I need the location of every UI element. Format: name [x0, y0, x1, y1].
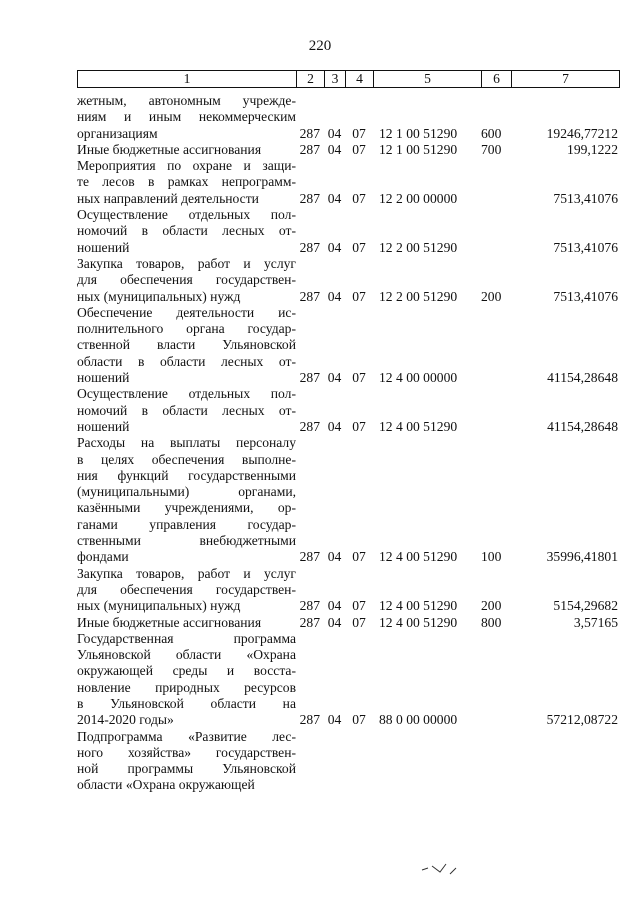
code-gr: 287: [299, 370, 320, 386]
description-line: фондами: [77, 549, 129, 565]
row-description: [77, 142, 296, 158]
description-line: Иные бюджетные ассигнования: [77, 141, 262, 157]
description-line: Обеспечение деятельности ис-: [77, 304, 296, 320]
code-vr: 600: [481, 125, 502, 141]
code-rz: 04: [327, 125, 342, 141]
row-description: [77, 615, 296, 631]
description-line: в Ульяновской области на: [77, 695, 296, 711]
header-col-2: 2: [297, 71, 325, 87]
description-line: ношений: [77, 418, 130, 434]
code-vr: 200: [481, 288, 502, 304]
amount: 7513,41076: [553, 190, 618, 206]
description-line: для обеспечения государствен-: [77, 272, 296, 288]
code-pr: 07: [352, 141, 366, 157]
description-line: ственными внебюджетными: [77, 533, 296, 549]
code-gr: 287: [299, 418, 320, 434]
description-line: Расходы на выплаты персоналу: [77, 435, 296, 451]
row-description: [77, 256, 296, 305]
description-line: новление природных ресурсов: [77, 679, 296, 695]
amount: 7513,41076: [553, 239, 618, 255]
description-line: ных (муниципальных) нужд: [77, 598, 241, 614]
code-gr: 287: [299, 288, 320, 304]
description-line: области в области лесных от-: [77, 353, 296, 369]
description-line: казёнными учреждениями, ор-: [77, 500, 296, 516]
table-body: [77, 93, 618, 794]
code-gr: 287: [299, 239, 320, 255]
code-csr: 12 1 00 51290: [379, 141, 458, 157]
table-row: [77, 566, 618, 615]
code-pr: 07: [352, 549, 366, 565]
description-line: ных (муниципальных) нужд: [77, 288, 241, 304]
header-col-3: 3: [325, 71, 346, 87]
amount: 199,1222: [567, 141, 618, 157]
code-csr: 12 4 00 51290: [379, 598, 458, 614]
code-pr: 07: [352, 239, 366, 255]
description-line: в целях обеспечения выполне-: [77, 451, 296, 467]
description-line: Закупка товаров, работ и услуг: [77, 565, 296, 581]
code-vr: 800: [481, 614, 502, 630]
description-line: области «Охрана окружающей: [77, 777, 255, 793]
table-row: [77, 142, 618, 158]
description-line: полнительного органа государ-: [77, 321, 296, 337]
description-line: жетным, автономным учрежде-: [77, 93, 296, 108]
header-col-4: 4: [346, 71, 374, 87]
description-line: для обеспечения государствен-: [77, 581, 296, 597]
description-line: ношений: [77, 239, 130, 255]
code-csr: 12 4 00 00000: [379, 370, 458, 386]
description-line: организациям: [77, 125, 158, 141]
code-pr: 07: [352, 614, 366, 630]
code-csr: 12 4 00 51290: [379, 614, 458, 630]
code-rz: 04: [327, 418, 342, 434]
row-description: [77, 435, 296, 565]
code-rz: 04: [327, 190, 342, 206]
description-line: номочий в области лесных от-: [77, 402, 296, 418]
code-vr: 700: [481, 141, 502, 157]
code-pr: 07: [352, 370, 366, 386]
code-csr: 12 2 00 51290: [379, 239, 458, 255]
table-row: [77, 305, 618, 386]
amount: 41154,28648: [547, 370, 618, 386]
description-line: ниям и иным некоммерческим: [77, 109, 296, 125]
description-line: Осуществление отдельных пол-: [77, 207, 296, 223]
code-gr: 287: [299, 598, 320, 614]
description-line: ственной власти Ульяновской: [77, 337, 296, 353]
row-description: [77, 631, 296, 729]
table-row: [77, 207, 618, 256]
code-pr: 07: [352, 712, 366, 728]
header-col-1: 1: [78, 71, 297, 87]
code-rz: 04: [327, 141, 342, 157]
amount: 19246,77212: [546, 125, 618, 141]
description-line: Государственная программа: [77, 630, 296, 646]
table-header: [77, 70, 620, 88]
description-line: ных направлений деятельности: [77, 190, 259, 206]
description-line: ной программы Ульяновской: [77, 761, 296, 777]
table-row: [77, 386, 618, 435]
code-vr: 200: [481, 598, 502, 614]
header-col-5: 5: [374, 71, 482, 87]
code-csr: 12 2 00 00000: [379, 190, 458, 206]
amount: 7513,41076: [553, 288, 618, 304]
table-row: [77, 93, 618, 142]
code-csr: 12 4 00 51290: [379, 549, 458, 565]
code-pr: 07: [352, 288, 366, 304]
table-row: [77, 158, 618, 207]
code-csr: 12 4 00 51290: [379, 418, 458, 434]
row-description: [77, 566, 296, 615]
row-description: [77, 158, 296, 207]
amount: 3,57165: [573, 614, 618, 630]
description-line: Ульяновской области «Охрана: [77, 647, 296, 663]
code-vr: 100: [481, 549, 502, 565]
description-line: номочий в области лесных от-: [77, 223, 296, 239]
row-description: [77, 305, 296, 386]
code-rz: 04: [327, 370, 342, 386]
code-pr: 07: [352, 190, 366, 206]
code-csr: 88 0 00 00000: [379, 712, 458, 728]
amount: 35996,41801: [546, 549, 618, 565]
header-col-7: 7: [562, 71, 569, 86]
amount: 57212,08722: [546, 712, 618, 728]
amount: 5154,29682: [553, 598, 618, 614]
table-row: [77, 615, 618, 631]
row-description: [77, 386, 296, 435]
description-line: ного хозяйства» государствен-: [77, 744, 296, 760]
row-description: [77, 729, 296, 794]
row-description: [77, 93, 296, 142]
code-gr: 287: [299, 614, 320, 630]
page-number: 220: [308, 38, 332, 54]
code-gr: 287: [299, 190, 320, 206]
code-pr: 07: [352, 598, 366, 614]
description-line: (муниципальными) органами,: [77, 484, 296, 500]
signature-mark: [420, 860, 460, 880]
description-line: Осуществление отдельных пол-: [77, 386, 296, 402]
code-rz: 04: [327, 288, 342, 304]
code-pr: 07: [352, 125, 366, 141]
code-pr: 07: [352, 418, 366, 434]
description-line: Закупка товаров, работ и услуг: [77, 255, 296, 271]
code-csr: 12 2 00 51290: [379, 288, 458, 304]
code-gr: 287: [299, 712, 320, 728]
description-line: Мероприятия по охране и защи-: [77, 158, 296, 174]
description-line: 2014-2020 годы»: [77, 712, 174, 728]
code-rz: 04: [327, 598, 342, 614]
code-gr: 287: [299, 549, 320, 565]
description-line: ганами управления государ-: [77, 516, 296, 532]
header-col-6: 6: [482, 71, 512, 87]
code-rz: 04: [327, 614, 342, 630]
description-line: Подпрограмма «Развитие лес-: [77, 728, 296, 744]
description-line: ношений: [77, 370, 130, 386]
code-rz: 04: [327, 239, 342, 255]
table-row: [77, 729, 618, 794]
code-rz: 04: [327, 712, 342, 728]
code-gr: 287: [299, 141, 320, 157]
code-gr: 287: [299, 125, 320, 141]
description-line: Иные бюджетные ассигнования: [77, 614, 262, 630]
table-row: [77, 631, 618, 729]
code-rz: 04: [327, 549, 342, 565]
table-row: [77, 256, 618, 305]
amount: 41154,28648: [547, 418, 618, 434]
row-description: [77, 207, 296, 256]
description-line: ния функций государственными: [77, 467, 296, 483]
table-row: [77, 435, 618, 565]
description-line: окружающей среды и восста-: [77, 663, 296, 679]
code-csr: 12 1 00 51290: [379, 125, 458, 141]
description-line: те лесов в рамках непрограмм-: [77, 174, 296, 190]
